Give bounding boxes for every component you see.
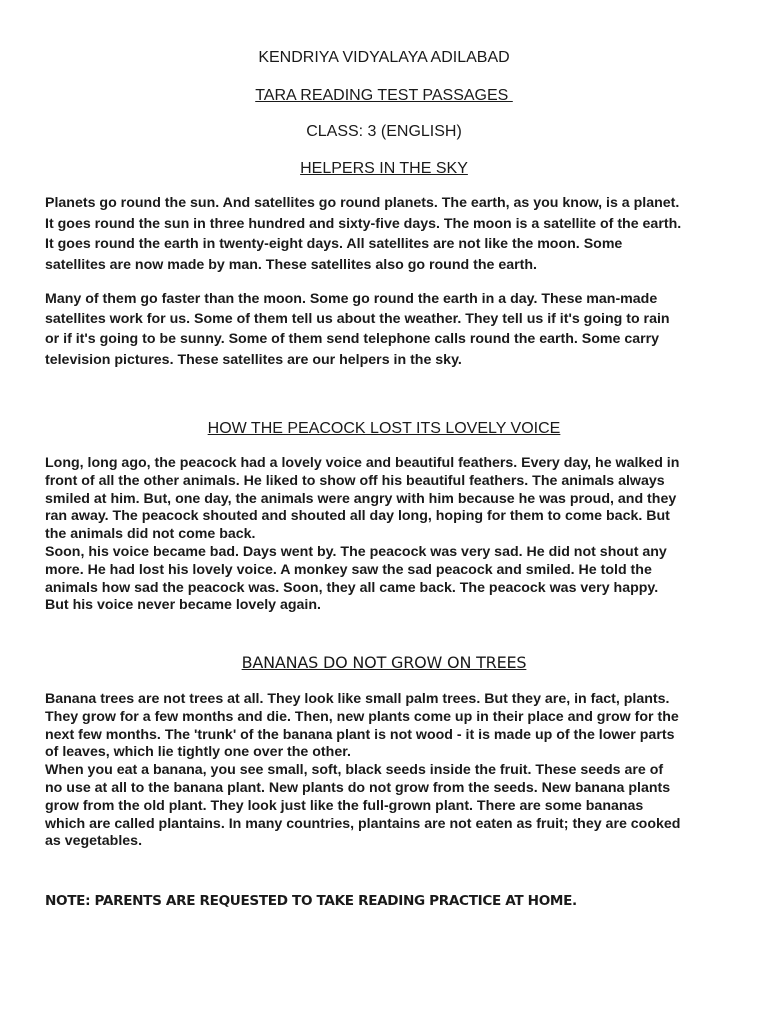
text-line: It goes round the earth in twenty-eight days. All satellites are not like the moon. Some <box>45 236 623 253</box>
text-line: Long, long ago, the peacock had a lovely voice and beautiful feathers. Every day, he walked in <box>45 455 680 471</box>
text-line: television pictures. These satellites are our helpers in the sky. <box>45 351 462 368</box>
text-line: satellites work for us. Some of them tell us about the weather. They tell us if it's going to rain <box>45 311 670 328</box>
text-line: next few months. The 'trunk' of the banana plant is not wood - it is made up of the lower parts <box>45 726 675 743</box>
text-line: satellites are now made by man. These satellites also go round the earth. <box>45 257 537 274</box>
passage-paragraph <box>45 455 735 615</box>
text-line: of leaves, which lie tightly one over the other. <box>45 744 351 761</box>
text-line: the animals did not come back. <box>45 526 256 543</box>
passage-title-peacock: HOW THE PEACOCK LOST ITS LOVELY VOICE <box>207 420 561 437</box>
text-line: Many of them go faster than the moon. Some go round the earth in a day. These man-made <box>45 291 658 307</box>
text-line: Planets go round the sun. And satellites go round planets. The earth, as you know, is a planet. <box>45 195 680 211</box>
text-line: Soon, his voice became bad. Days went by. The peacock was very sad. He did not shout any <box>45 543 667 560</box>
text-line: But his voice never became lovely again. <box>45 597 321 614</box>
school-name: KENDRIYA VIDYALAYA ADILABAD <box>258 49 510 66</box>
text-line: front of all the other animals. He liked to show off his beautiful feathers. The animals always <box>45 472 665 489</box>
text-line: smiled at him. But, one day, the animals were angry with him because he was proud, and they <box>45 490 677 507</box>
test-title: TARA READING TEST PASSAGES <box>255 87 513 104</box>
text-line: no use at all to the banana plant. New plants do not grow from the seeds. New banana plants <box>45 779 671 796</box>
passage-paragraph <box>45 193 735 276</box>
parents-note: NOTE: PARENTS ARE REQUESTED TO TAKE READING PRACTICE AT HOME. <box>45 893 577 909</box>
text-line: as vegetables. <box>45 833 143 850</box>
passage-paragraph <box>45 289 735 370</box>
text-line: grow from the old plant. They look just like the full-grown plant. There are some bananas <box>45 797 644 814</box>
class-label: CLASS: 3 (ENGLISH) <box>306 123 462 140</box>
passage-paragraph <box>45 691 735 851</box>
text-line: When you eat a banana, you see small, soft, black seeds inside the fruit. These seeds are of <box>45 762 664 779</box>
text-line: animals how sad the peacock was. Soon, they all came back. The peacock was very happy. <box>45 579 659 596</box>
text-line: They grow for a few months and die. Then, new plants come up in their place and grow for the <box>45 708 679 725</box>
text-line: more. He had lost his lovely voice. A monkey saw the sad peacock and smiled. He told the <box>45 561 652 578</box>
text-line: ran away. The peacock shouted and shouted all day long, hoping for them to come back. But <box>45 508 670 525</box>
passage-title-bananas: BANANAS DO NOT GROW ON TREES <box>241 653 527 672</box>
text-line: which are called plantains. In many countries, plantains are not eaten as fruit; they are cooked <box>45 815 681 832</box>
text-line: or if it's going to be sunny. Some of them send telephone calls round the earth. Some carry <box>45 331 660 348</box>
text-line: Banana trees are not trees at all. They look like small palm trees. But they are, in fact, plants. <box>45 691 670 707</box>
text-line: It goes round the sun in three hundred and sixty-five days. The moon is a satellite of the earth. <box>45 215 682 232</box>
passage-title-helpers: HELPERS IN THE SKY <box>300 160 468 177</box>
